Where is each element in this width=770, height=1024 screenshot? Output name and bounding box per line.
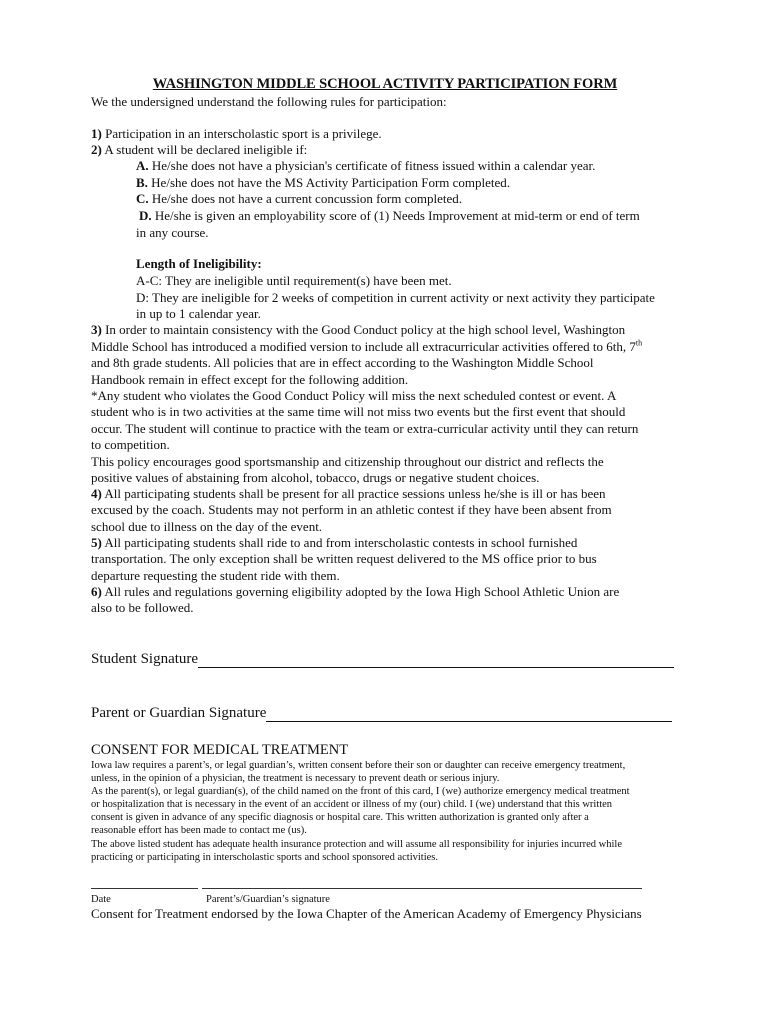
rule-2a-label: A. bbox=[136, 158, 149, 173]
rule-6 bbox=[91, 584, 619, 600]
consent-line: practicing or participating in interscholastic sports and school sponsored activities. bbox=[91, 852, 438, 863]
length-d: D: They are ineligible for 2 weeks of competition in current activity or next activity they participate bbox=[136, 290, 655, 305]
parent-signature-row bbox=[91, 705, 672, 722]
rule-2b bbox=[136, 175, 510, 191]
rule-2d-continued: in any course. bbox=[136, 225, 209, 240]
length-d-continued: in up to 1 calendar year. bbox=[136, 306, 261, 321]
rule-2b-text: He/she does not have the MS Activity Participation Form completed. bbox=[147, 175, 511, 190]
student-signature-line[interactable] bbox=[198, 653, 674, 668]
rule-4-line-2: excused by the coach. Students may not perform in an athletic contest if they have been absent from bbox=[91, 502, 612, 517]
rule-6-number: 6) bbox=[91, 584, 102, 599]
rule-3-line-8: to competition. bbox=[91, 437, 170, 452]
rule-3-line-9: This policy encourages good sportsmanship and citizenship throughout our district and reflects the bbox=[91, 454, 604, 469]
rule-3-text: In order to maintain consistency with the Good Conduct policy at the high school level, Washington bbox=[101, 322, 626, 337]
rule-2-number: 2) bbox=[91, 142, 102, 157]
rule-2 bbox=[91, 142, 307, 158]
rule-3-superscript: th bbox=[635, 338, 643, 348]
form-title: WASHINGTON MIDDLE SCHOOL ACTIVITY PARTICIPATION FORM bbox=[152, 76, 618, 92]
rule-5-line-2: transportation. The only exception shall be written request delivered to the MS office prior to bus bbox=[91, 551, 597, 566]
consent-line: unless, in the opinion of a physician, the treatment is necessary to prevent death or serious injury. bbox=[91, 773, 500, 784]
rule-5-line-3: departure requesting the student ride with them. bbox=[91, 568, 340, 583]
rule-2c bbox=[136, 191, 462, 207]
rule-5-number: 5) bbox=[91, 535, 102, 550]
consent-line: As the parent(s), or legal guardian(s), of the child named on the front of this card, I (we) authorize emergency medical treatment bbox=[91, 786, 630, 797]
rule-6-line-2: also to be followed. bbox=[91, 600, 194, 615]
length-ac: A-C: They are ineligible until requirement(s) have been met. bbox=[136, 273, 452, 288]
rule-3-line-7: occur. The student will continue to practice with the team or extra-curricular activity until they can return bbox=[91, 421, 639, 436]
parent-signature-label: Parent or Guardian Signature bbox=[91, 705, 267, 721]
consent-line: or hospitalization that is necessary in the event of an accident or illness of my (our) child. I (we) understand that this written bbox=[91, 799, 613, 810]
guardian-signature-line[interactable] bbox=[202, 888, 642, 889]
rule-3-line-3: and 8th grade students. All policies that are in effect according to the Washington Middle School bbox=[91, 355, 594, 370]
rule-2d-text: He/she is given an employability score of (1) Needs Improvement at mid-term or end of term bbox=[151, 208, 640, 223]
rule-2c-text: He/she does not have a current concussion form completed. bbox=[148, 191, 462, 206]
rule-1 bbox=[91, 126, 382, 142]
rule-4-line-3: school due to illness on the day of the event. bbox=[91, 519, 323, 534]
student-signature-row bbox=[91, 651, 674, 668]
consent-line: The above listed student has adequate health insurance protection and will assume all responsibility for injuries incurred while bbox=[91, 839, 622, 850]
rule-1-number: 1) bbox=[91, 126, 102, 141]
rule-3-line-2-text: Middle School has introduced a modified version to include all extracurricular activities offered to 6th, 7 bbox=[91, 339, 636, 354]
rule-6-text: All rules and regulations governing eligibility adopted by the Iowa High School Athletic Union are bbox=[101, 584, 620, 599]
rule-3 bbox=[91, 322, 625, 338]
rule-3-line-4: Handbook remain in effect except for the following addition. bbox=[91, 372, 409, 387]
rule-2a-text: He/she does not have a physician's certificate of fitness issued within a calendar year. bbox=[148, 158, 596, 173]
rule-3-line-5: *Any student who violates the Good Conduct Policy will miss the next scheduled contest or event. A bbox=[91, 388, 617, 403]
rule-4-number: 4) bbox=[91, 486, 102, 501]
rule-5 bbox=[91, 535, 577, 551]
rule-3-line-6: student who is in two activities at the same time will not miss two events but the first event that should bbox=[91, 404, 626, 419]
consent-line: reasonable effort has been made to contact me (us). bbox=[91, 825, 307, 836]
consent-line: consent is given in advance of any specific diagnosis or hospital care. This written authorization is granted only after a bbox=[91, 812, 589, 823]
date-line[interactable] bbox=[91, 888, 198, 889]
intro-text: We the undersigned understand the following rules for participation: bbox=[91, 94, 447, 109]
consent-heading: CONSENT FOR MEDICAL TREATMENT bbox=[91, 742, 349, 758]
rule-4-text: All participating students shall be present for all practice sessions unless he/she is ill or has been bbox=[101, 486, 606, 501]
date-label: Date bbox=[91, 894, 111, 905]
parent-signature-line[interactable] bbox=[266, 707, 672, 722]
endorsement-text: Consent for Treatment endorsed by the Iowa Chapter of the American Academy of Emergency Physicians bbox=[91, 906, 642, 921]
rule-2d bbox=[139, 208, 640, 224]
rule-3-number: 3) bbox=[91, 322, 102, 337]
rule-3-line-10: positive values of abstaining from alcohol, tobacco, drugs or negative student choices. bbox=[91, 470, 540, 485]
rule-3-line-2 bbox=[91, 339, 642, 355]
rule-1-text: Participation in an interscholastic sport is a privilege. bbox=[101, 126, 382, 141]
rule-2b-label: B. bbox=[136, 175, 148, 190]
guardian-signature-label: Parent’s/Guardian’s signature bbox=[206, 894, 330, 905]
rule-2c-label: C. bbox=[136, 191, 149, 206]
student-signature-label: Student Signature bbox=[91, 651, 199, 667]
rule-2d-label: D. bbox=[139, 208, 152, 223]
rule-5-text: All participating students shall ride to and from interscholastic contests in school furnished bbox=[101, 535, 578, 550]
length-heading: Length of Ineligibility: bbox=[136, 256, 262, 271]
consent-line: Iowa law requires a parent’s, or legal guardian’s, written consent before their son or daughter can receive emergency treatment, bbox=[91, 760, 626, 771]
rule-2-text: A student will be declared ineligible if: bbox=[101, 142, 308, 157]
rule-4 bbox=[91, 486, 605, 502]
rule-2a bbox=[136, 158, 595, 174]
